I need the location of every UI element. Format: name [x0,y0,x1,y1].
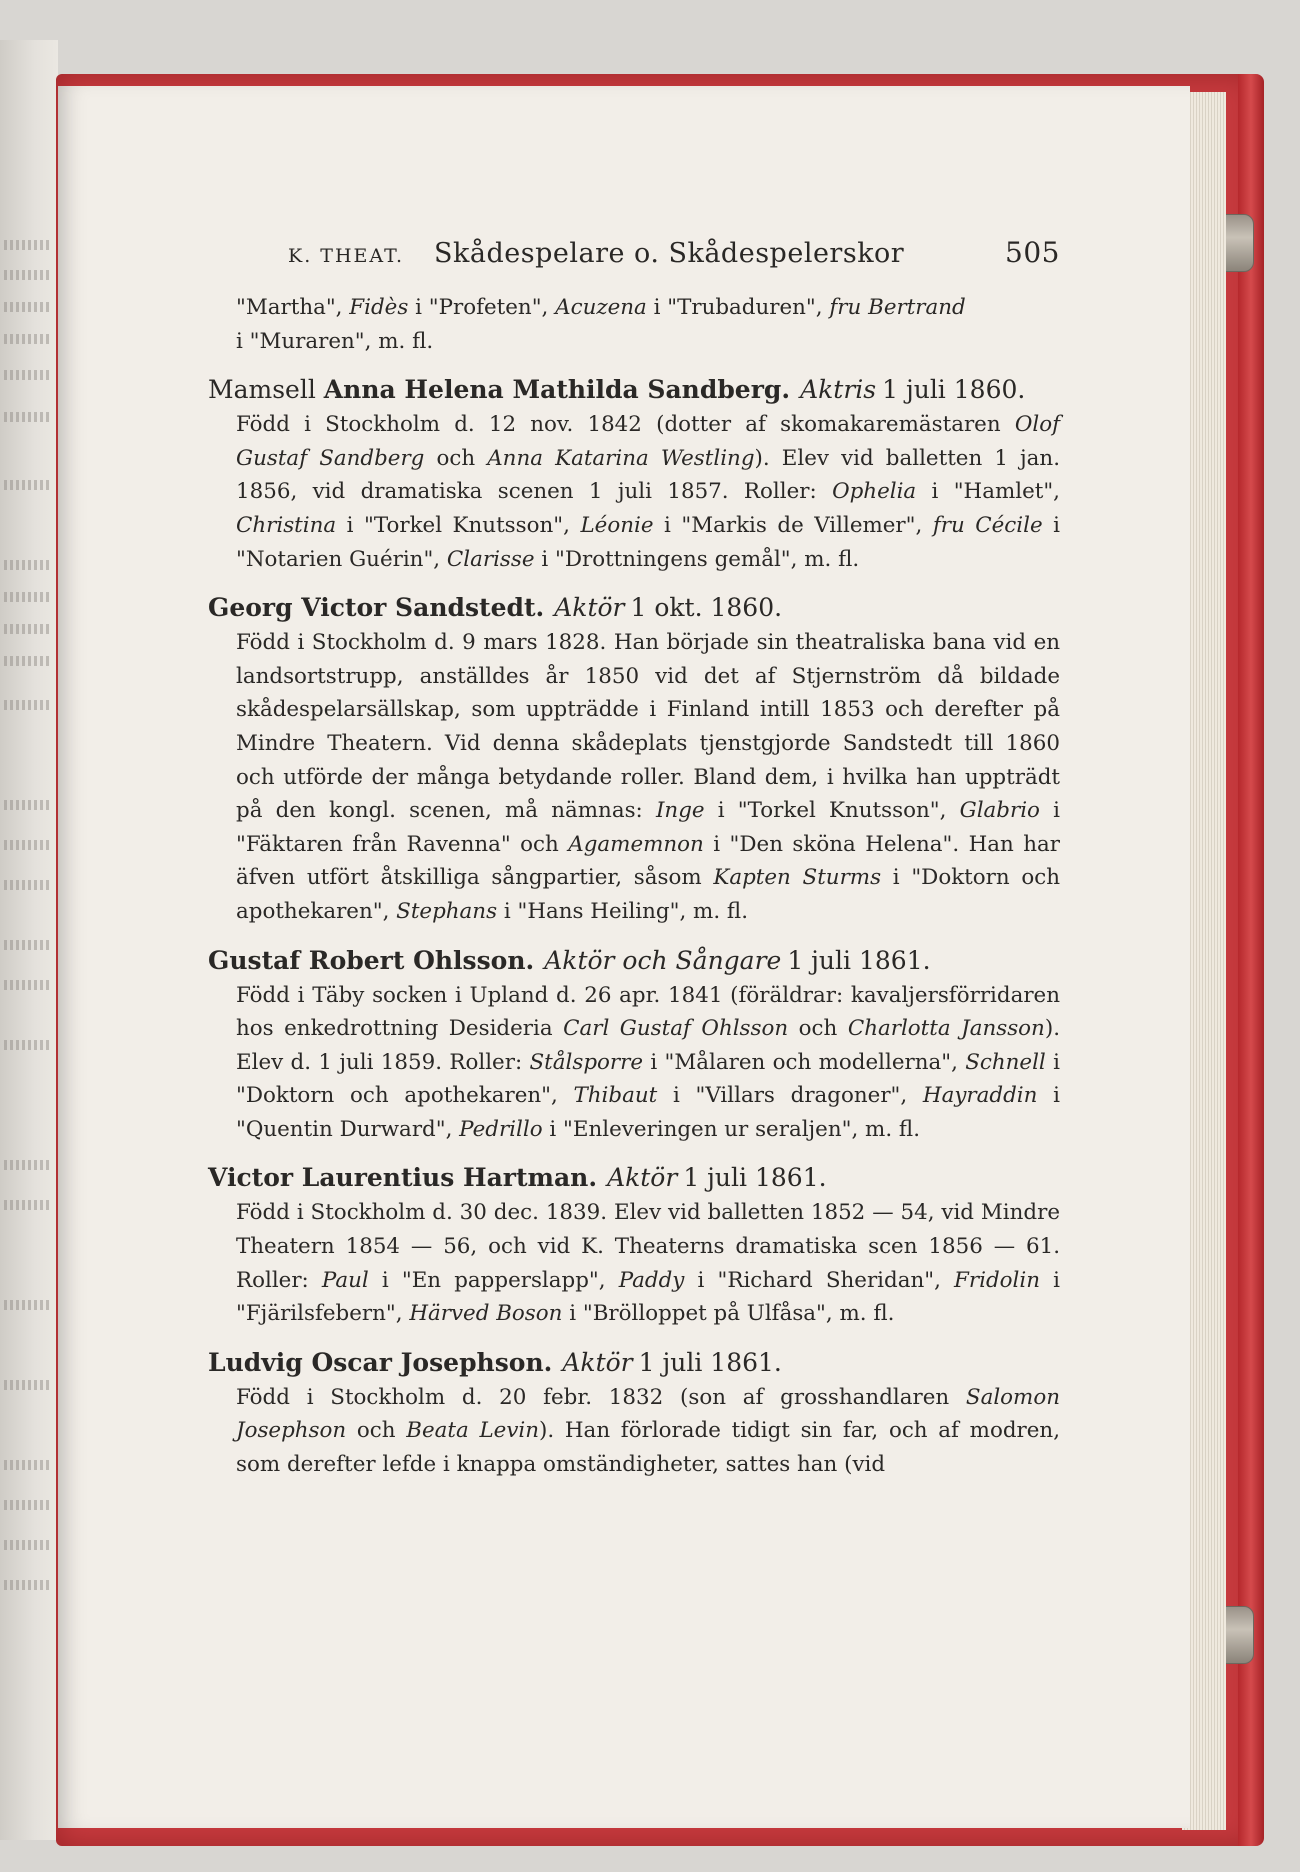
text-run: i "Markis de Villemer", [653,512,933,538]
role-name: Pedrillo [459,1116,543,1142]
text-run: i "Torkel Knutsson", [336,512,581,538]
profession: Aktör [607,1163,678,1193]
role-name: Ophelia [832,479,917,505]
text-run: i "Quentin Durward", [236,1083,1060,1142]
biography-entry [208,372,1060,576]
engagement-date: 1 juli 1860. [882,375,1026,405]
person-name: Victor Laurentius Hartman. [208,1163,598,1193]
continuation-paragraph [208,291,1060,358]
text-run: ). Elev d. 1 juli 1859. Roller: [236,1016,1060,1075]
role-name: Fidès [349,295,409,320]
text-run: i "Doktorn och apothekaren", [236,1049,1060,1109]
role-name: Paddy [618,1267,685,1293]
role-name: Schnell [965,1049,1046,1075]
role-name: Hayraddin [922,1083,1038,1109]
role-name: Paul [321,1267,369,1293]
text-run: i "Notarien Guérin", [236,512,1060,572]
entry-body [208,626,1060,928]
biography-entry [208,590,1060,928]
text-run: Född i Stockholm d. 20 febr. 1832 (son af grosshandlaren [236,1384,966,1410]
biography-entry [208,943,1060,1147]
text-run: i "Drottningens gemål", m. fl. [534,546,860,572]
role-name: Agamemnon [568,831,704,857]
person-name: Ludvig Oscar Josephson. [208,1347,553,1377]
text-run: och [346,1418,407,1444]
role-name: Inge [655,798,705,824]
person-name: Gustaf Robert Ohlsson. [208,945,535,975]
text-run: ). Han förlorade tidigt sin far, och af modren, som derefter lefde i knappa omständigheter, sattes han (vid [236,1418,1060,1478]
role-name: Christina [236,512,337,538]
italic-name: Olof Gustaf Sandberg [236,412,1060,471]
text-run: i "Bröllоppet på Ulfåsa", m. fl. [562,1301,895,1327]
entry-heading [208,372,1060,408]
page-number: 505 [1005,236,1060,269]
role-name: fru Cécile [932,512,1043,538]
text-run: ). Elev vid balletten 1 jan. 1856, vid dramatiska scenen 1 juli 1857. Roller: [236,445,1061,505]
text-run: i "Fjärilsfebern", [236,1267,1060,1327]
text-run: Född i Täby socken i Upland d. 26 apr. 1841 (föräldrar: kavaljersförridaren hos enkedrottning Desideria [236,982,1060,1042]
italic-name: Anna Katarina Westling [487,445,755,471]
person-name: Georg Victor Sandstedt. [208,593,545,623]
text-run: Född i Stockholm d. 9 mars 1828. Han började sin theatraliska bana vid en landsortstrupp, anställdes år 1850 vid det af Stjernström då bildade skådespelarsällskap, som uppträdde i Finland intill 1853 och derefter på Mindre Theatern. Vid denna skådeplats tjenstgjorde Sandstedt till 1860 och utförde der många betydande roller. Bland dem, i hvilka han uppträdt på den kongl. scenen, må nämnas: [236,630,1060,824]
biography-entry [208,1160,1060,1330]
text-run: i "Den sköna Helena". Han har äfven utfört åtskilliga sångpartier, såsom [236,831,1060,891]
previous-page-edge [0,40,58,1840]
text-run: i "Fäktaren från Ravenna" och [236,798,1060,857]
italic-name: Salomon Josephson [236,1384,1060,1444]
entry-body [208,1196,1060,1330]
text-run: i "Richard Sheridan", [684,1267,955,1293]
title-prefix: Mamsell [208,375,324,405]
entry-heading [208,1345,1060,1381]
role-name: Glabrio [959,798,1040,824]
book-cover-edge [1238,74,1264,1846]
text-run: och [788,1016,848,1042]
entry-heading [208,1160,1060,1196]
profession: Aktör och Sångare [544,945,782,975]
text-run: i "Enleveringen ur seraljen", m. fl. [542,1116,920,1142]
text-run: Född i Stockholm d. 30 dec. 1839. Elev vid balletten 1852 — 54, vid Mindre Theatern 1854 — 56, och vid K. Theaterns dramatiska scen 1856 — 61. Roller: [236,1200,1060,1293]
entry-heading [208,943,1060,979]
italic-name: Beata Levin [406,1418,540,1444]
header-title: Skådespelare o. Skådespelerskor [434,238,905,269]
entry-body [208,979,1060,1147]
person-name: Anna Helena Mathilda Sandberg. [323,375,791,405]
text-run: "Martha", [236,295,350,320]
text-run: i "Torkel Knutsson", [704,798,960,824]
biography-entry [208,1345,1060,1482]
profession: Aktris [800,375,877,405]
role-name: Léonie [580,512,654,538]
text-run: i "Profeten", [408,295,556,320]
text-run: i "Villars dragoner", [657,1083,923,1109]
text-run: i "Doktorn och apothekaren", [236,865,1060,924]
engagement-date: 1 okt. 1860. [630,593,783,623]
header-abbreviation: K. THEAT. [288,245,404,267]
italic-name: Charlotta Jansson [847,1016,1045,1042]
text-run: i "Trubaduren", [646,295,830,320]
role-name: Härved Boson [409,1301,563,1327]
book-page [58,86,1190,1828]
role-name: Thibaut [573,1083,658,1109]
text-run: i "Hamlet", [916,479,1060,505]
role-name: Stephans [396,898,498,924]
role-name: Clarisse [446,546,535,572]
text-run: i "En papperslapp", [368,1267,619,1293]
text-run: i "Målaren och modellerna", [643,1049,966,1075]
entry-body [208,1381,1060,1482]
role-name: Fridolin [954,1267,1040,1293]
italic-name: Carl Gustaf Ohlsson [563,1016,789,1042]
text-run: och [424,445,488,471]
role-name: Kapten Sturms [713,865,882,891]
engagement-date: 1 juli 1861. [638,1347,782,1377]
engagement-date: 1 juli 1861. [787,945,931,975]
page-content [208,236,1060,1482]
profession: Aktör [562,1347,633,1377]
text-run: i "Muraren", m. fl. [236,328,434,354]
running-header [208,236,1060,269]
role-name: Acuzena [555,295,647,320]
previous-page-text-fragments [4,40,54,1840]
role-name: Stålsporre [529,1049,644,1075]
profession: Aktör [554,593,625,623]
engagement-date: 1 juli 1861. [683,1163,827,1193]
text-run: Född i Stockholm d. 12 nov. 1842 (dotter af skomakaremästaren [236,412,1015,438]
role-name: fru Bertrand [829,295,966,320]
text-run: i "Hans Heiling", m. fl. [497,898,748,924]
entry-heading [208,590,1060,626]
entry-body [208,408,1060,576]
